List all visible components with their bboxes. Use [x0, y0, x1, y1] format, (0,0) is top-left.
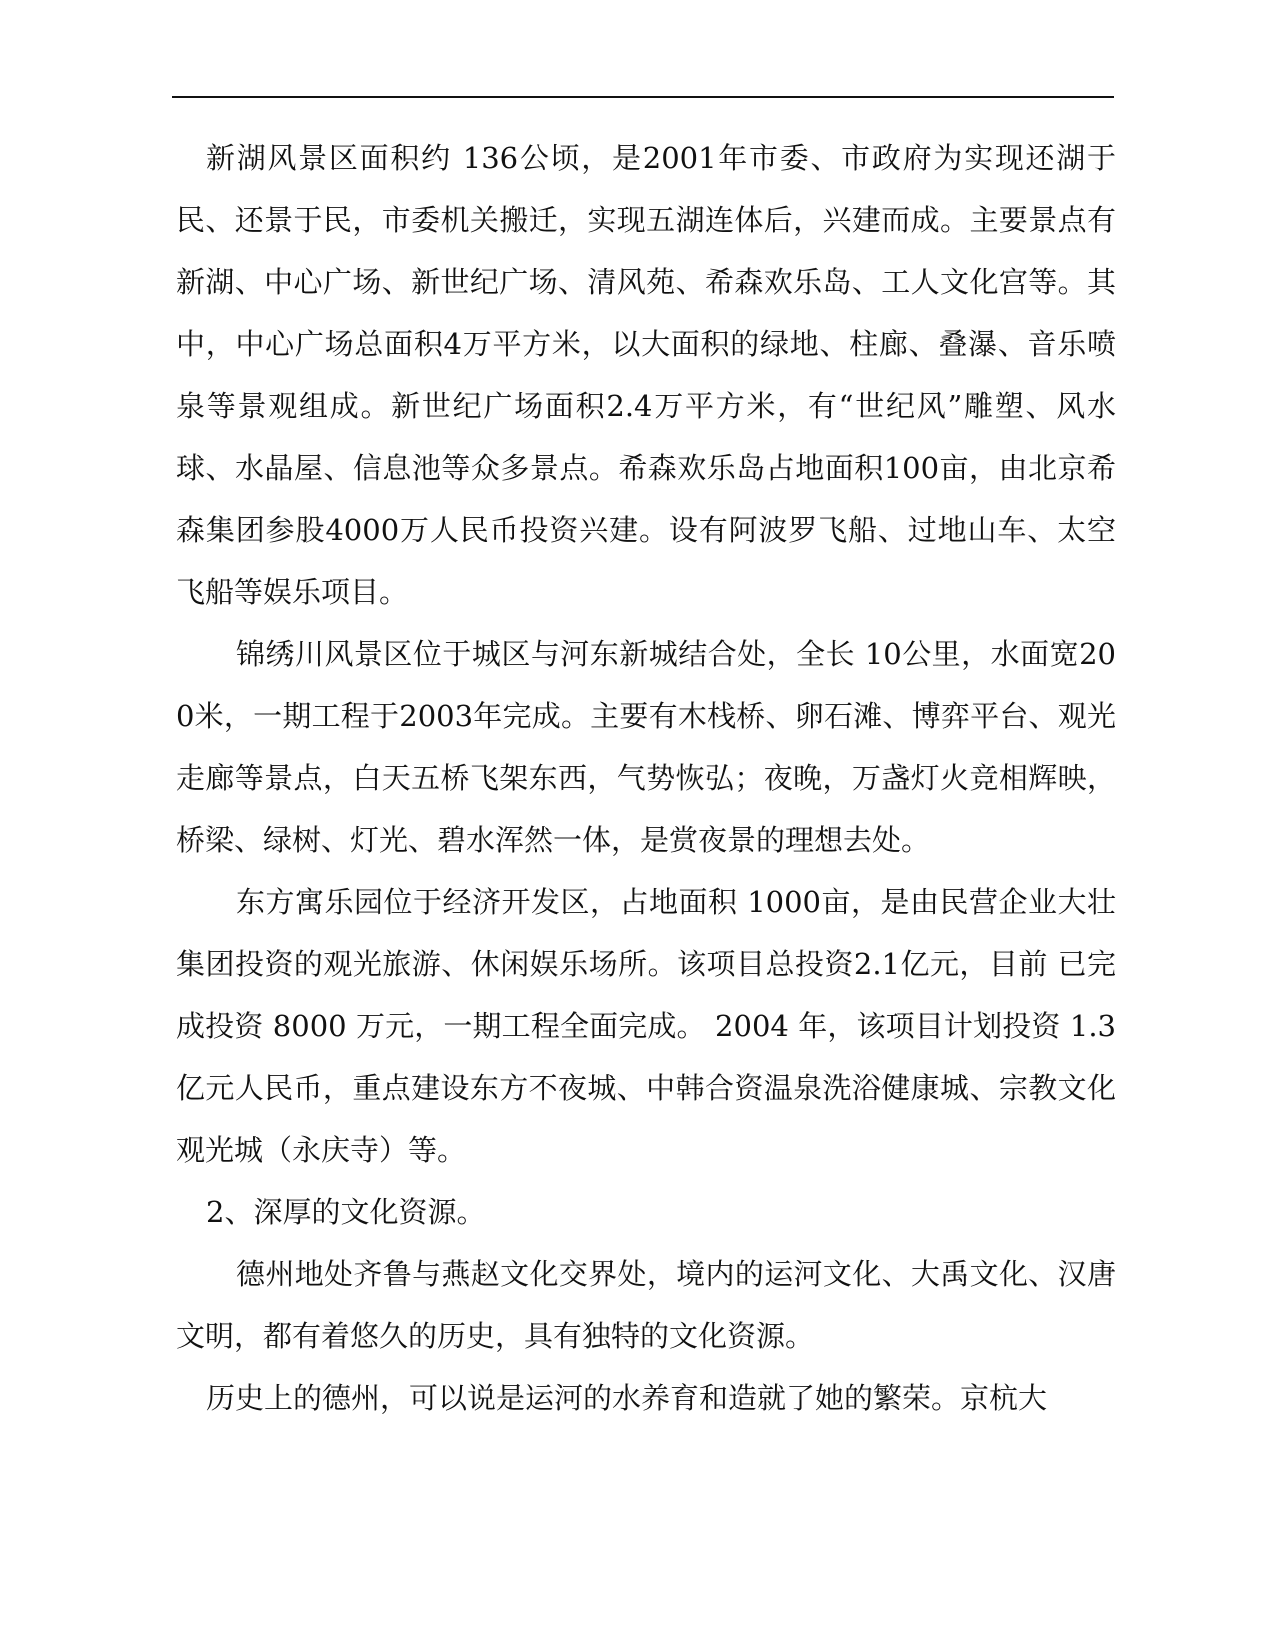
paragraph-xinhu-scenic-area: 新湖风景区面积约 136公顷，是2001年市委、市政府为实现还湖于民、还景于民，市委机关搬迁，实现五湖连体后，兴建而成。主要景点有新湖、中心广场、新世纪广场、清风苑、希森欢乐岛、工人文化宫等。其中，中心广场总面积4万平方米，以大面积的绿地、柱廊、叠瀑、音乐喷泉等景观组成。新世纪广场面积2.4万平方米，有“世纪风”雕塑、风水球、水晶屋、信息池等众多景点。希森欢乐岛占地面积100亩，由北京希森集团参股4000万人民币投资兴建。设有阿波罗飞船、过地山车、太空飞船等娱乐项目。 [176, 141, 1116, 609]
paragraph-jinxiuchuan-scenic-area: 锦绣川风景区位于城区与河东新城结合处，全长 10公里，水面宽200米，一期工程于2003年完成。主要有木栈桥、卵石滩、博弈平台、观光走廊等景点，白天五桥飞架东西，气势恢弘；夜晚，万盏灯火竞相辉映，桥梁、绿树、灯光、碧水浑然一体，是赏夜景的理想去处。 [176, 637, 1116, 857]
paragraph-dezhou-history: 历史上的德州，可以说是运河的水养育和造就了她的繁荣。京杭大 [206, 1381, 1048, 1415]
paragraph-dezhou-culture: 德州地处齐鲁与燕赵文化交界处，境内的运河文化、大禹文化、汉唐文明，都有着悠久的历史，具有独特的文化资源。 [176, 1257, 1116, 1353]
paragraph-dongfang-park: 东方寓乐园位于经济开发区，占地面积 1000亩，是由民营企业大壮集团投资的观光旅游、休闲娱乐场所。该项目总投资2.1亿元，目前 已完成投资 8000 万元，一期工程全面完成。 2004 年，该项目计划投资 1.3 亿元人民币，重点建设东方不夜城、中韩合资温泉洗浴健康城、宗教文化观光城（永庆寺）等。 [176, 885, 1116, 1167]
section-heading-cultural-resources: 2、深厚的文化资源。 [206, 1195, 486, 1229]
header-rule [172, 96, 1114, 98]
document-body [176, 127, 1116, 1429]
